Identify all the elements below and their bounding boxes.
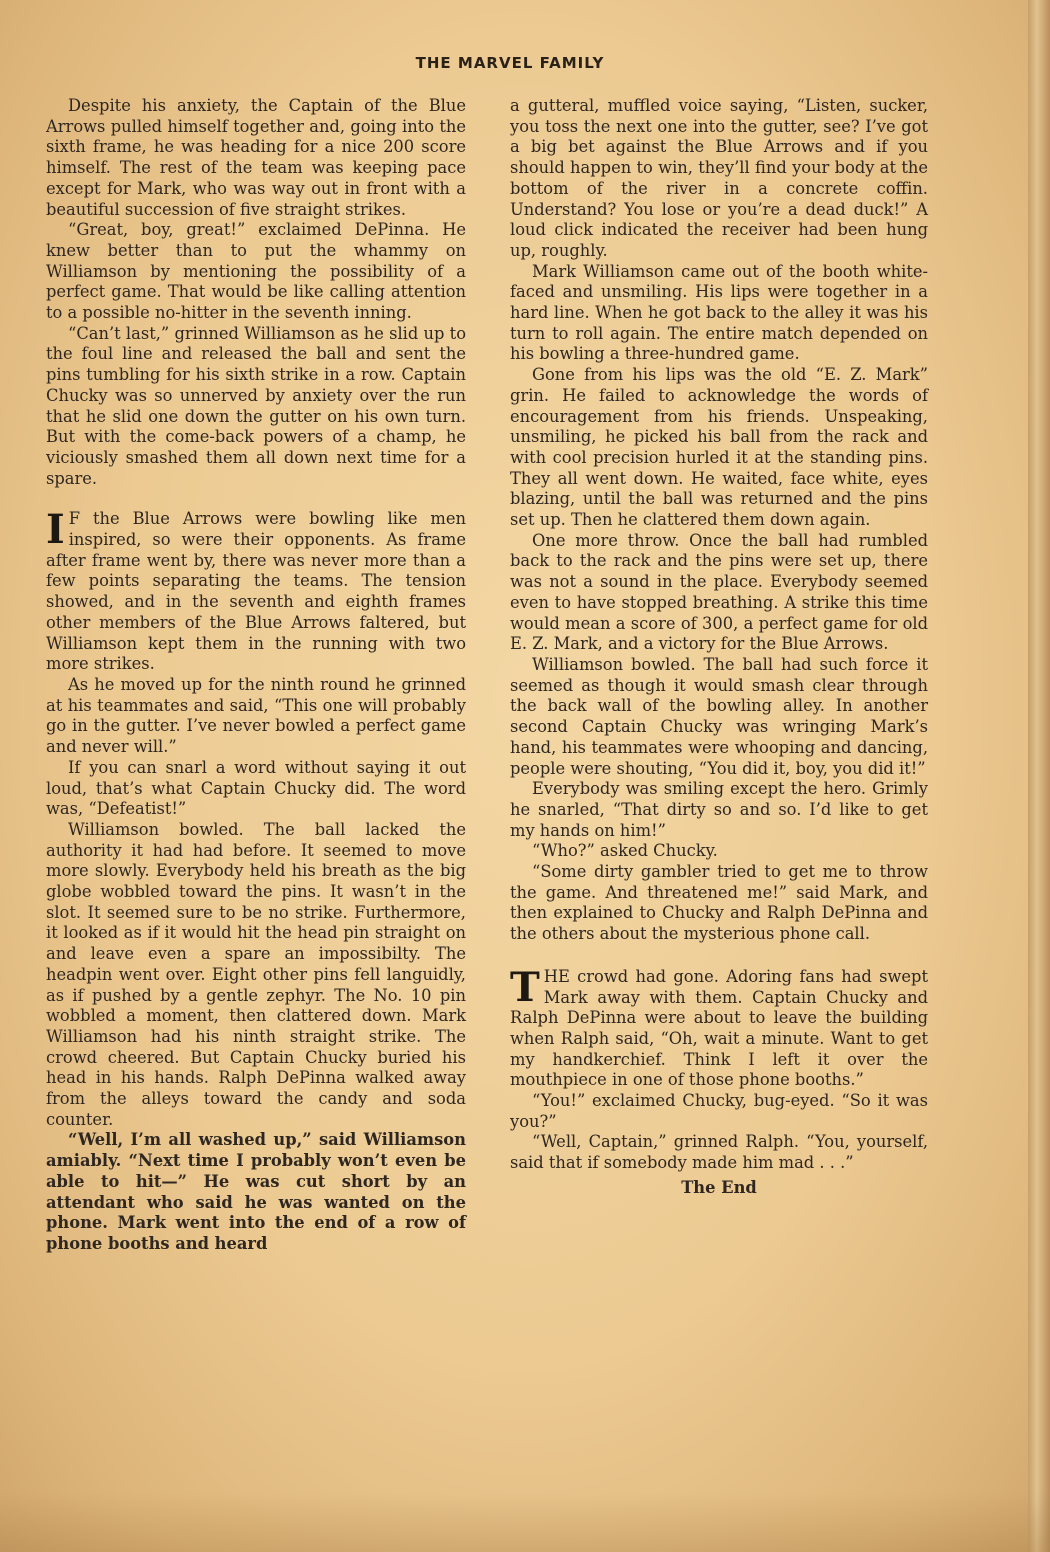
section-break xyxy=(46,489,466,509)
paragraph: “Great, boy, great!” exclaimed DePinna. He knew better than to put the whammy on Williamson by mentioning the possibility of a perfect game. That would be like calling attention to a possible no-hitter in the seventh inning. xyxy=(46,220,466,323)
paragraph: One more throw. Once the ball had rumbled back to the rack and the pins were set up, there was not a sound in the place. Everybody seemed even to have stopped breathing. A strike this time would mean a score of 300, a perfect game for old E. Z. Mark, and a victory for the Blue Arrows. xyxy=(510,530,928,654)
paragraph: a gutteral, muffled voice saying, “Listen, sucker, you toss the next one into the gutter, see? I’ve got a big bet against the Blue Arrows and if you should happen to win, they’ll find your body at the bottom of the river in a concrete coffin. Understand? You lose or you’re a dead duck!” A loud click indicated the receiver had been hung up, roughly. xyxy=(510,96,928,260)
story-end-marker: The End xyxy=(681,1177,757,1197)
paragraph: Gone from his lips was the old “E. Z. Mark” grin. He failed to acknowledge the words of encouragement from his friends. Unspeaking, unsmiling, he picked his ball from the rack and with cool precision hurled it at the standing pins. They all went down. He waited, face white, eyes blazing, until the ball was returned and the pins set up. Then he clattered them down again. xyxy=(510,365,928,530)
paragraph: If you can snarl a word without saying it out loud, that’s what Captain Chucky did. The word was, “Defeatist!” xyxy=(46,757,466,819)
page-spine-edge xyxy=(1028,0,1050,1552)
paragraph: “Some dirty gambler tried to get me to throw the game. And threatened me!” said Mark, and then explained to Chucky and Ralph DePinna and the others about the mysterious phone call. xyxy=(510,862,928,944)
section-break xyxy=(510,945,928,967)
paragraph: “Well, Captain,” grinned Ralph. “You, yourself, said that if somebody made him mad . . .” xyxy=(510,1132,928,1173)
paragraph: Williamson bowled. The ball had such force it seemed as though it would smash clear through the back wall of the bowling alley. In another second Captain Chucky was wringing Mark’s hand, his teammates were whooping and dancing, people were shouting, “You did it, boy, you did it!” xyxy=(510,654,928,778)
paragraph: Williamson bowled. The ball lacked the authority it had had before. It seemed to move more slowly. Everybody held his breath as the big globe wobbled toward the pins. It wasn’t in the slot. It seemed sure to be no strike. Furthermore, it looked as if it would hit the head pin straight on and leave even a spare an impossibilty. The headpin went over. Eight other pins fell languidly, as if pushed by a gentle zephyr. The No. 10 pin wobbled a moment, then clattered down. Mark Williamson had his ninth straight strike. The crowd cheered. But Captain Chucky buried his head in his hands. Ralph DePinna walked away from the alleys toward the candy and soda counter. xyxy=(46,819,466,1129)
paragraph: As he moved up for the ninth round he grinned at his teammates and said, “This one will probably go in the gutter. I’ve never bowled a perfect game and never will.” xyxy=(46,674,466,757)
page-bottom-shade xyxy=(0,1492,1050,1552)
paragraph: “Well, I’m all washed up,” said Williamson amiably. “Next time I probably won’t even be able to hit—” He was cut short by an attendant who said he was wanted on the phone. Mark went into the end of a row of phone booths and heard xyxy=(46,1130,466,1253)
running-header: THE MARVEL FAMILY xyxy=(415,54,605,72)
drop-cap: T xyxy=(510,963,540,1011)
paragraph: “Who?” asked Chucky. xyxy=(532,841,718,861)
left-column xyxy=(46,96,466,1255)
paragraph: Despite his anxiety, the Captain of the Blue Arrows pulled himself together and, going into the sixth frame, he was heading for a nice 200 score himself. The rest of the team was keeping pace except for Mark, who was way out in front with a beautiful succession of five straight strikes. xyxy=(46,96,466,219)
drop-cap: I xyxy=(46,506,65,554)
paragraph: Mark Williamson came out of the booth white-faced and unsmiling. His lips were together in a hard line. When he got back to the alley it was his turn to roll again. The entire match depended on his bowling a three-hundred game. xyxy=(510,261,928,364)
section-opening-paragraph xyxy=(510,963,928,1091)
paragraph: “You!” exclaimed Chucky, bug-eyed. “So it was you?” xyxy=(510,1091,928,1131)
right-column xyxy=(510,96,928,1199)
paragraph: “Can’t last,” grinned Williamson as he slid up to the foul line and released the ball and sent the pins tumbling for his sixth strike in a row. Captain Chucky was so unnerved by anxiety over the run that he slid one down the gutter on his own turn. But with the come-back powers of a champ, he viciously smashed them all down next time for a spare. xyxy=(46,323,466,488)
paragraph-text: HE crowd had gone. Adoring fans had swept Mark away with them. Captain Chucky and Ralph DePinna were about to leave the building when Ralph said, “Oh, wait a minute. Want to get my handkerchief. Think I left it over the mouthpiece in one of those phone booths.” xyxy=(510,966,928,1090)
section-opening-paragraph xyxy=(46,506,466,675)
paragraph-text: F the Blue Arrows were bowling like men inspired, so were their opponents. As frame after frame went by, there was never more than a few points separating the teams. The tension showed, and in the seventh and eighth frames other members of the Blue Arrows faltered, but Williamson kept them in the running with two more strikes. xyxy=(46,509,466,674)
paragraph: Everybody was smiling except the hero. Grimly he snarled, “That dirty so and so. I’d like to get my hands on him!” xyxy=(510,779,928,840)
